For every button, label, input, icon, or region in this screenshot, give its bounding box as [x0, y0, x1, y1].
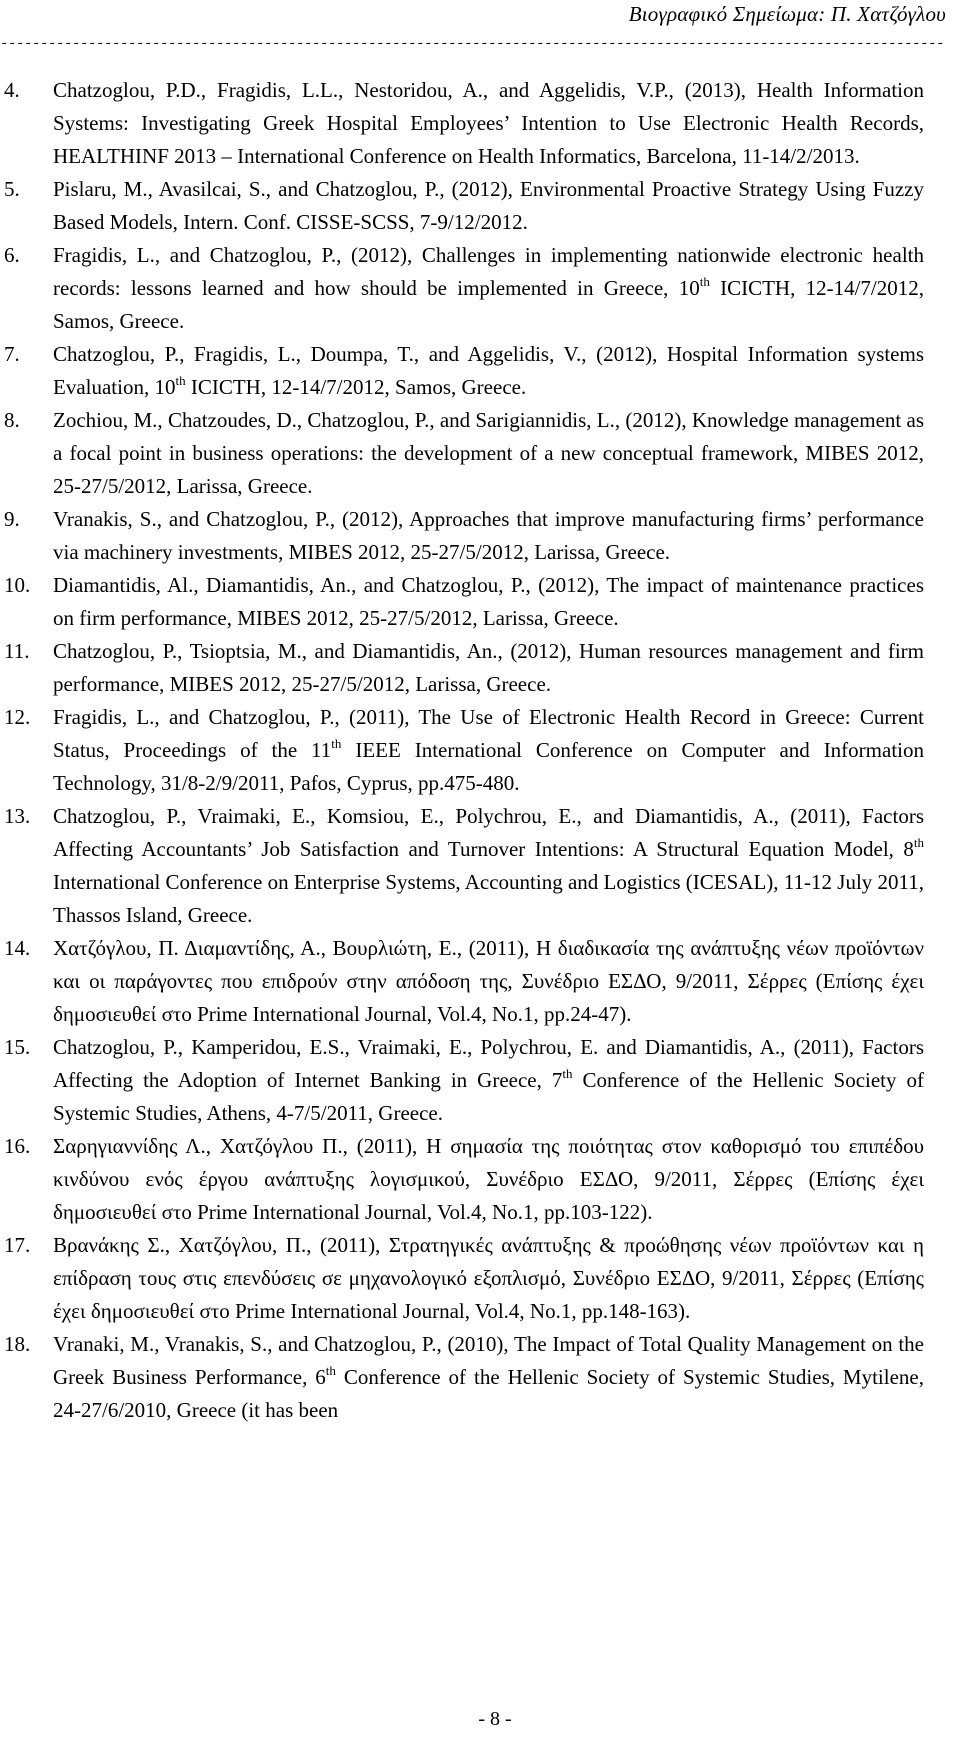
reference-item	[0, 1328, 960, 1427]
reference-text-segment: Βρανάκης Σ., Χατζόγλου, Π., (2011), Στρατηγικές ανάπτυξης & προώθησης νέων προϊόντων και η επίδραση τους στις επενδύσεις σε μηχανολογικό εξοπλισμό, Συνέδριο ΕΣΔΟ, 9/2011, Σέρρες (Επίσης έχει δημοσιευθεί στο Prime International Journal, Vol.4, No.1, pp.148-163).	[53, 1233, 924, 1323]
reference-text	[53, 408, 924, 498]
reference-item	[0, 635, 960, 701]
ordinal-suffix: th	[913, 835, 924, 850]
reference-number: 18.	[4, 1332, 31, 1356]
reference-text	[53, 1233, 924, 1323]
reference-text-segment: ICICTH, 12-14/7/2012, Samos, Greece.	[185, 375, 527, 399]
reference-number: 11.	[4, 639, 30, 663]
reference-item	[0, 1130, 960, 1229]
reference-text	[53, 639, 924, 696]
reference-item	[0, 173, 960, 239]
reference-number: 15.	[4, 1035, 31, 1059]
reference-number: 7.	[4, 342, 20, 366]
reference-item	[0, 701, 960, 800]
reference-item	[0, 503, 960, 569]
reference-text	[53, 78, 924, 168]
reference-text	[53, 1134, 924, 1224]
reference-text	[53, 804, 924, 927]
reference-text-segment: Vranaki, M., Vranakis, S., and Chatzoglou, P., (2010), The Impact of Total Quality Management on the Greek Business Performance, 6	[53, 1332, 924, 1389]
page-number: - 8 -	[478, 1708, 512, 1730]
reference-item	[0, 800, 960, 932]
ordinal-suffix: th	[175, 373, 186, 388]
reference-text	[53, 573, 924, 630]
reference-text-segment: Chatzoglou, P., Tsioptsia, M., and Diamantidis, An., (2012), Human resources management and firm performance, MIBES 2012, 25-27/5/2012, Larissa, Greece.	[53, 639, 924, 696]
reference-item	[0, 1229, 960, 1328]
reference-text-segment: ICICTH, 12-14/7/2012, Samos, Greece.	[53, 276, 925, 333]
reference-text-segment: Chatzoglou, P., Vraimaki, E., Komsiou, E., Polychrou, E., and Diamantidis, A., (2011), Factors Affecting Accountants’ Job Satisfaction and Turnover Intentions: A Structural Equation Model, 8	[53, 804, 924, 861]
reference-number: 9.	[4, 507, 20, 531]
ordinal-suffix: th	[562, 1066, 573, 1081]
reference-text	[53, 705, 924, 795]
reference-number: 4.	[4, 78, 20, 102]
reference-number: 14.	[4, 936, 31, 960]
reference-text-segment: Chatzoglou, P., Fragidis, L., Doumpa, T., and Aggelidis, V., (2012), Hospital Information systems Evaluation, 10	[53, 342, 924, 399]
reference-text-segment: Chatzoglou, P.D., Fragidis, L.L., Nestoridou, A., and Aggelidis, V.P., (2013), Health Information Systems: Investigating Greek Hospital Employees’ Intention to Use Electronic Health Records, HEALTHINF 2013 – International Conference on Health Informatics, Barcelona, 11-14/2/2013.	[53, 78, 924, 168]
reference-text-segment: Χατζόγλου, Π. Διαμαντίδης, Α., Βουρλιώτη, Ε., (2011), Η διαδικασία της ανάπτυξης νέων προϊόντων και οι παράγοντες που επιδρούν στην απόδοση της, Συνέδριο ΕΣΔΟ, 9/2011, Σέρρες (Επίσης έχει δημοσιευθεί στο Prime International Journal, Vol.4, No.1, pp.24-47).	[53, 936, 924, 1026]
reference-number: 12.	[4, 705, 31, 729]
reference-text	[53, 1035, 924, 1125]
reference-item	[0, 338, 960, 404]
reference-item	[0, 239, 960, 338]
reference-number: 10.	[4, 573, 31, 597]
reference-text	[53, 936, 924, 1026]
reference-text	[53, 243, 924, 333]
reference-number: 6.	[4, 243, 20, 267]
ordinal-suffix: th	[331, 736, 342, 751]
reference-item	[0, 569, 960, 635]
reference-text	[53, 1332, 924, 1422]
page-header-title: Βιογραφικό Σημείωμα: Π. Χατζόγλου	[628, 2, 946, 26]
reference-number: 17.	[4, 1233, 31, 1257]
reference-text-segment: Conference of the Hellenic Society of Systemic Studies, Athens, 4-7/5/2011, Greece.	[53, 1068, 924, 1125]
reference-text-segment: Fragidis, L., and Chatzoglou, P., (2011), The Use of Electronic Health Record in Greece: Current Status, Proceedings of the 11	[53, 705, 924, 762]
reference-item	[0, 932, 960, 1031]
reference-text	[53, 177, 924, 234]
reference-number: 13.	[4, 804, 31, 828]
reference-text-segment: Conference of the Hellenic Society of Systemic Studies, Mytilene, 24-27/6/2010, Greece (it has been	[53, 1365, 924, 1422]
reference-list	[0, 74, 960, 1427]
reference-text-segment: Zochiou, M., Chatzoudes, D., Chatzoglou, P., and Sarigiannidis, L., (2012), Knowledge management as a focal point in business operations: the development of a new conceptual framework, MIBES 2012, 25-27/5/2012, Larissa, Greece.	[53, 408, 924, 498]
reference-text-segment: Diamantidis, Al., Diamantidis, An., and Chatzoglou, P., (2012), The impact of maintenance practices on firm performance, MIBES 2012, 25-27/5/2012, Larissa, Greece.	[53, 573, 924, 630]
reference-text-segment: Fragidis, L., and Chatzoglou, P., (2012), Challenges in implementing nationwide electronic health records: lessons learned and how should be implemented in Greece, 10	[53, 243, 924, 300]
reference-text-segment: Pislaru, M., Avasilcai, S., and Chatzoglou, P., (2012), Environmental Proactive Strategy Using Fuzzy Based Models, Intern. Conf. CISSE-SCSS, 7-9/12/2012.	[53, 177, 924, 234]
reference-text-segment: IEEE International Conference on Computer and Information Technology, 31/8-2/9/2011, Pafos, Cyprus, pp.475-480.	[53, 738, 924, 795]
reference-number: 5.	[4, 177, 20, 201]
ordinal-suffix: th	[699, 274, 710, 289]
reference-text-segment: International Conference on Enterprise Systems, Accounting and Logistics (ICESAL), 11-12 July 2011, Thassos Island, Greece.	[53, 870, 924, 927]
reference-item	[0, 404, 960, 503]
reference-text-segment: Σαρηγιαννίδης Λ., Χατζόγλου Π., (2011), Η σημασία της ποιότητας στον καθορισμό του επιπέδου κινδύνου ενός έργου ανάπτυξης λογισμικού, Συνέδριο ΕΣΔΟ, 9/2011, Σέρρες (Επίσης έχει δημοσιευθεί στο Prime International Journal, Vol.4, No.1, pp.103-122).	[53, 1134, 924, 1224]
reference-text	[53, 507, 924, 564]
reference-text-segment: Chatzoglou, P., Kamperidou, E.S., Vraimaki, E., Polychrou, E. and Diamantidis, A., (2011), Factors Affecting the Adoption of Internet Banking in Greece, 7	[53, 1035, 924, 1092]
header-divider: ----------------------------------------------------------------------------------------------------------------------	[0, 37, 945, 51]
ordinal-suffix: th	[325, 1363, 336, 1378]
reference-item	[0, 1031, 960, 1130]
reference-number: 8.	[4, 408, 20, 432]
reference-text	[53, 342, 924, 399]
reference-text-segment: Vranakis, S., and Chatzoglou, P., (2012), Approaches that improve manufacturing firms’ performance via machinery investments, MIBES 2012, 25-27/5/2012, Larissa, Greece.	[53, 507, 924, 564]
reference-item	[0, 74, 960, 173]
reference-number: 16.	[4, 1134, 31, 1158]
